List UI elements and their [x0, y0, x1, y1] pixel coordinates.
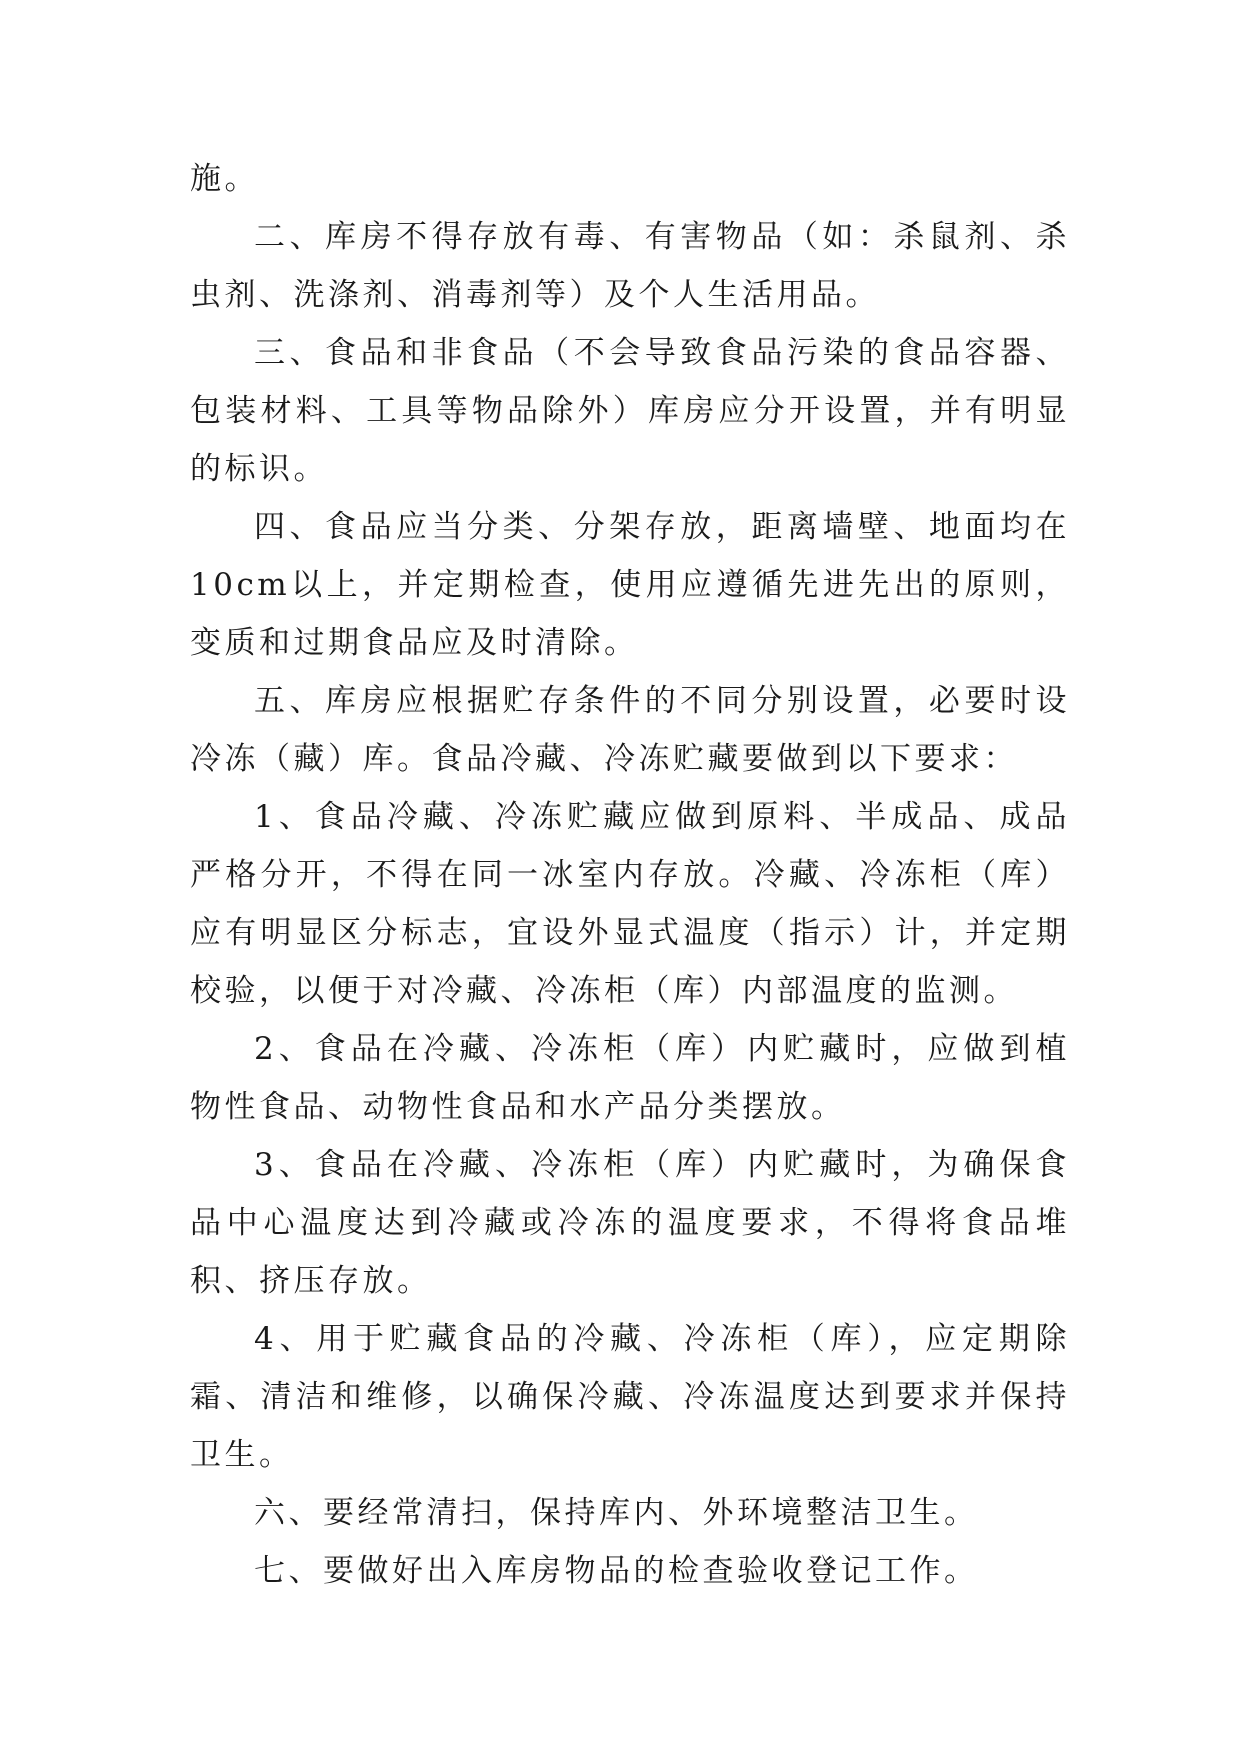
paragraph-continuation: 施。	[190, 161, 259, 197]
paragraph-item-2: 二、库房不得存放有毒、有害物品（如：杀鼠剂、杀虫剂、洗涤剂、消毒剂等）及个人生活用品。	[190, 219, 1070, 313]
paragraph-subitem-4: 4、用于贮藏食品的冷藏、冷冻柜（库），应定期除霜、清洁和维修，以确保冷藏、冷冻温度达到要求并保持卫生。	[190, 1321, 1070, 1473]
paragraph-item-7: 七、要做好出入库房物品的检查验收登记工作。	[254, 1553, 979, 1589]
paragraph-subitem-2: 2、食品在冷藏、冷冻柜（库）内贮藏时，应做到植物性食品、动物性食品和水产品分类摆放。	[190, 1031, 1070, 1125]
paragraph-subitem-1: 1、食品冷藏、冷冻贮藏应做到原料、半成品、成品严格分开，不得在同一冰室内存放。冷藏、冷冻柜（库）应有明显区分标志，宜设外显式温度（指示）计，并定期校验，以便于对冷藏、冷冻柜（库）内部温度的监测。	[190, 799, 1070, 1009]
paragraph-subitem-3: 3、食品在冷藏、冷冻柜（库）内贮藏时，为确保食品中心温度达到冷藏或冷冻的温度要求，不得将食品堆积、挤压存放。	[190, 1147, 1070, 1299]
paragraph-item-6: 六、要经常清扫，保持库内、外环境整洁卫生。	[254, 1495, 979, 1531]
document-body	[190, 150, 1070, 1600]
paragraph-item-5: 五、库房应根据贮存条件的不同分别设置，必要时设冷冻（藏）库。食品冷藏、冷冻贮藏要做到以下要求：	[190, 683, 1070, 777]
paragraph-item-4: 四、食品应当分类、分架存放，距离墙壁、地面均在10cm以上，并定期检查，使用应遵循先进先出的原则，变质和过期食品应及时清除。	[190, 509, 1070, 661]
paragraph-item-3: 三、食品和非食品（不会导致食品污染的食品容器、包装材料、工具等物品除外）库房应分开设置，并有明显的标识。	[190, 335, 1070, 487]
